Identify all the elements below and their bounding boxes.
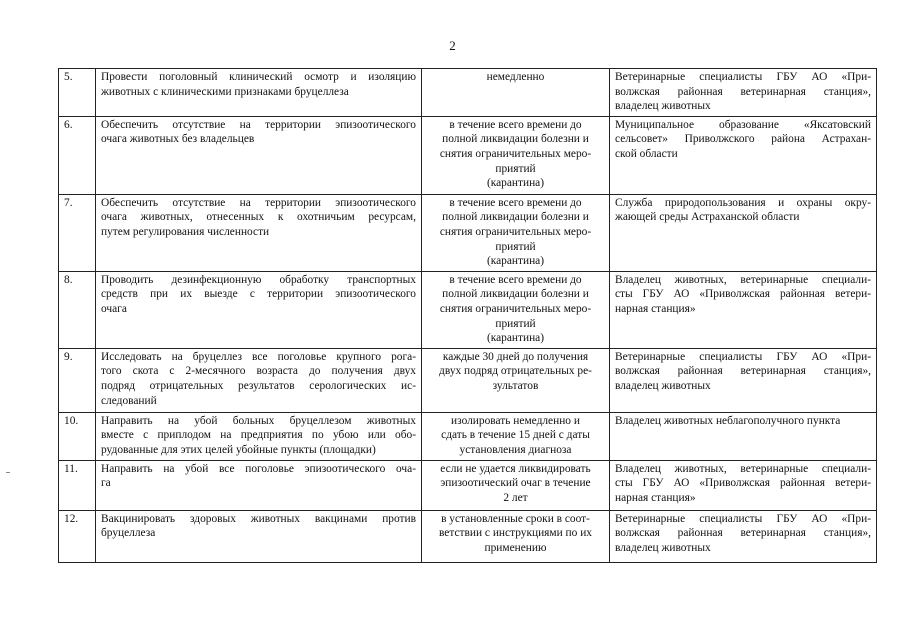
- cell-line: в течение всего времени до: [449, 196, 582, 209]
- cell-line: Проводить дезинфекционную обработку транспортных: [101, 273, 416, 286]
- scan-edge-mark: [6, 472, 10, 473]
- cell-line: владелец животных: [615, 541, 711, 554]
- table-row: [59, 194, 877, 271]
- cell-line: в течение всего времени до: [449, 118, 582, 131]
- responsible-cell: [610, 69, 877, 117]
- cell-line: Направить на убой больных бруцеллезом животных: [101, 414, 416, 427]
- term-cell: [422, 348, 610, 412]
- cell-line: Муниципальное образование «Яксатовский: [615, 118, 871, 131]
- page-number: 2: [449, 38, 456, 53]
- cell-line: двух подряд отрицательных ре-: [439, 365, 592, 378]
- cell-line: (карантина): [486, 332, 545, 345]
- cell-line: вместе с приплодом на предприятия по убою или обо-: [101, 429, 416, 442]
- cell-line: изолировать немедленно и: [451, 414, 580, 427]
- cell-line: бруцеллеза: [101, 527, 156, 540]
- term-cell: [422, 116, 610, 194]
- term-cell: [422, 69, 610, 117]
- cell-line: средств при их выезде с территории эпизоотического: [101, 288, 416, 301]
- cell-line: Ветеринарные специалисты ГБУ АО «При-: [615, 512, 871, 525]
- cell-line: Обеспечить отсутствие на территории эпизоотического: [101, 196, 416, 209]
- cell-line: нарная станция»: [615, 491, 696, 504]
- cell-line: в установленные сроки в соот-: [441, 512, 590, 525]
- cell-line: жающей среды Астраханской области: [615, 211, 800, 224]
- cell-line: Владелец животных, ветеринарные специали-: [615, 462, 871, 475]
- cell-line: полной ликвидации болезни и: [442, 288, 589, 301]
- responsible-cell: [610, 412, 877, 460]
- cell-line: владелец животных: [615, 379, 711, 392]
- table-row: [59, 412, 877, 460]
- cell-line: следований: [101, 394, 157, 407]
- cell-line: (карантина): [486, 255, 545, 268]
- cell-line: Служба природопользования и охраны окру-: [615, 196, 871, 209]
- measure-cell: [96, 348, 422, 412]
- cell-line: Вакцинировать здоровых животных вакцинами против: [101, 512, 416, 525]
- row-number: 8.: [59, 271, 96, 348]
- cell-line: Ветеринарные специалисты ГБУ АО «При-: [615, 350, 871, 363]
- cell-line: животных с клиническими признаками бруцеллеза: [101, 85, 349, 98]
- table-row: [59, 460, 877, 510]
- cell-line: установления диагноза: [459, 443, 572, 456]
- cell-line: Владелец животных неблагополучного пункта: [615, 414, 841, 427]
- row-number: 12.: [59, 510, 96, 562]
- cell-line: если не удается ликвидировать: [440, 462, 591, 475]
- cell-line: приятий: [495, 162, 536, 175]
- cell-line: снятия ограничительных меро-: [439, 302, 592, 315]
- responsible-cell: [610, 271, 877, 348]
- measures-table: [58, 68, 877, 563]
- cell-line: сельсовет» Приволжского района Астрахан-: [615, 133, 871, 146]
- cell-line: того скота с 2-месячного возраста до получения двух: [101, 365, 416, 378]
- measures-table-body: [59, 69, 877, 563]
- cell-line: очага: [101, 302, 127, 315]
- cell-line: полной ликвидации болезни и: [442, 133, 589, 146]
- cell-line: Владелец животных, ветеринарные специали-: [615, 273, 871, 286]
- cell-line: зультатов: [492, 379, 539, 392]
- cell-line: полной ликвидации болезни и: [442, 211, 589, 224]
- table-row: [59, 271, 877, 348]
- cell-line: приятий: [495, 317, 536, 330]
- row-number: 6.: [59, 116, 96, 194]
- cell-line: волжская районная ветеринарная станция»,: [615, 365, 871, 378]
- row-number: 9.: [59, 348, 96, 412]
- responsible-cell: [610, 116, 877, 194]
- cell-line: нарная станция»: [615, 302, 696, 315]
- cell-line: путем регулирования численности: [101, 225, 270, 238]
- term-cell: [422, 460, 610, 510]
- cell-line: волжская районная ветеринарная станция»,: [615, 527, 871, 540]
- responsible-cell: [610, 348, 877, 412]
- cell-line: Провести поголовный клинический осмотр и изоляцию: [101, 71, 416, 83]
- responsible-cell: [610, 510, 877, 562]
- cell-line: эпизоотический очаг в течение: [440, 477, 591, 490]
- cell-line: ветствии с инструкциями по их: [439, 527, 592, 540]
- table-row: [59, 348, 877, 412]
- cell-line: в течение всего времени до: [449, 273, 582, 286]
- measure-cell: [96, 460, 422, 510]
- measure-cell: [96, 69, 422, 117]
- cell-line: га: [101, 477, 111, 490]
- responsible-cell: [610, 460, 877, 510]
- cell-line: очага животных, отнесенных к охотничьим ресурсам,: [101, 211, 416, 224]
- cell-line: сты ГБУ АО «Приволжская районная ветери-: [615, 288, 871, 301]
- cell-line: сдать в течение 15 дней с даты: [441, 429, 590, 442]
- responsible-cell: [610, 194, 877, 271]
- cell-line: 2 лет: [503, 491, 528, 504]
- table-row: [59, 116, 877, 194]
- cell-line: каждые 30 дней до получения: [442, 350, 589, 363]
- cell-line: приятий: [495, 240, 536, 253]
- cell-line: Обеспечить отсутствие на территории эпизоотического: [101, 118, 416, 131]
- measure-cell: [96, 412, 422, 460]
- cell-line: снятия ограничительных меро-: [439, 225, 592, 238]
- cell-line: подряд отрицательных результатов серологических ис-: [101, 379, 416, 392]
- cell-line: рудованные для этих целей убойные пункты (площадки): [101, 443, 376, 456]
- cell-line: Ветеринарные специалисты ГБУ АО «При-: [615, 71, 871, 83]
- cell-line: волжская районная ветеринарная станция»,: [615, 85, 871, 98]
- measure-cell: [96, 510, 422, 562]
- cell-line: сты ГБУ АО «Приволжская районная ветери-: [615, 477, 871, 490]
- term-cell: [422, 412, 610, 460]
- cell-line: Направить на убой все поголовье эпизоотического оча-: [101, 462, 416, 475]
- cell-line: ской области: [615, 147, 678, 160]
- term-cell: [422, 194, 610, 271]
- measure-cell: [96, 271, 422, 348]
- measure-cell: [96, 116, 422, 194]
- row-number: 5.: [59, 69, 96, 117]
- row-number: 7.: [59, 194, 96, 271]
- cell-line: Исследовать на бруцеллез все поголовье крупного рога-: [101, 350, 416, 363]
- cell-line: (карантина): [486, 177, 545, 190]
- table-row: [59, 69, 877, 117]
- term-cell: [422, 271, 610, 348]
- row-number: 10.: [59, 412, 96, 460]
- cell-line: немедленно: [486, 71, 545, 83]
- cell-line: владелец животных: [615, 100, 711, 113]
- cell-line: применению: [484, 541, 547, 554]
- term-cell: [422, 510, 610, 562]
- cell-line: снятия ограничительных меро-: [439, 147, 592, 160]
- table-row: [59, 510, 877, 562]
- cell-line: очага животных без владельцев: [101, 133, 255, 146]
- measure-cell: [96, 194, 422, 271]
- row-number: 11.: [59, 460, 96, 510]
